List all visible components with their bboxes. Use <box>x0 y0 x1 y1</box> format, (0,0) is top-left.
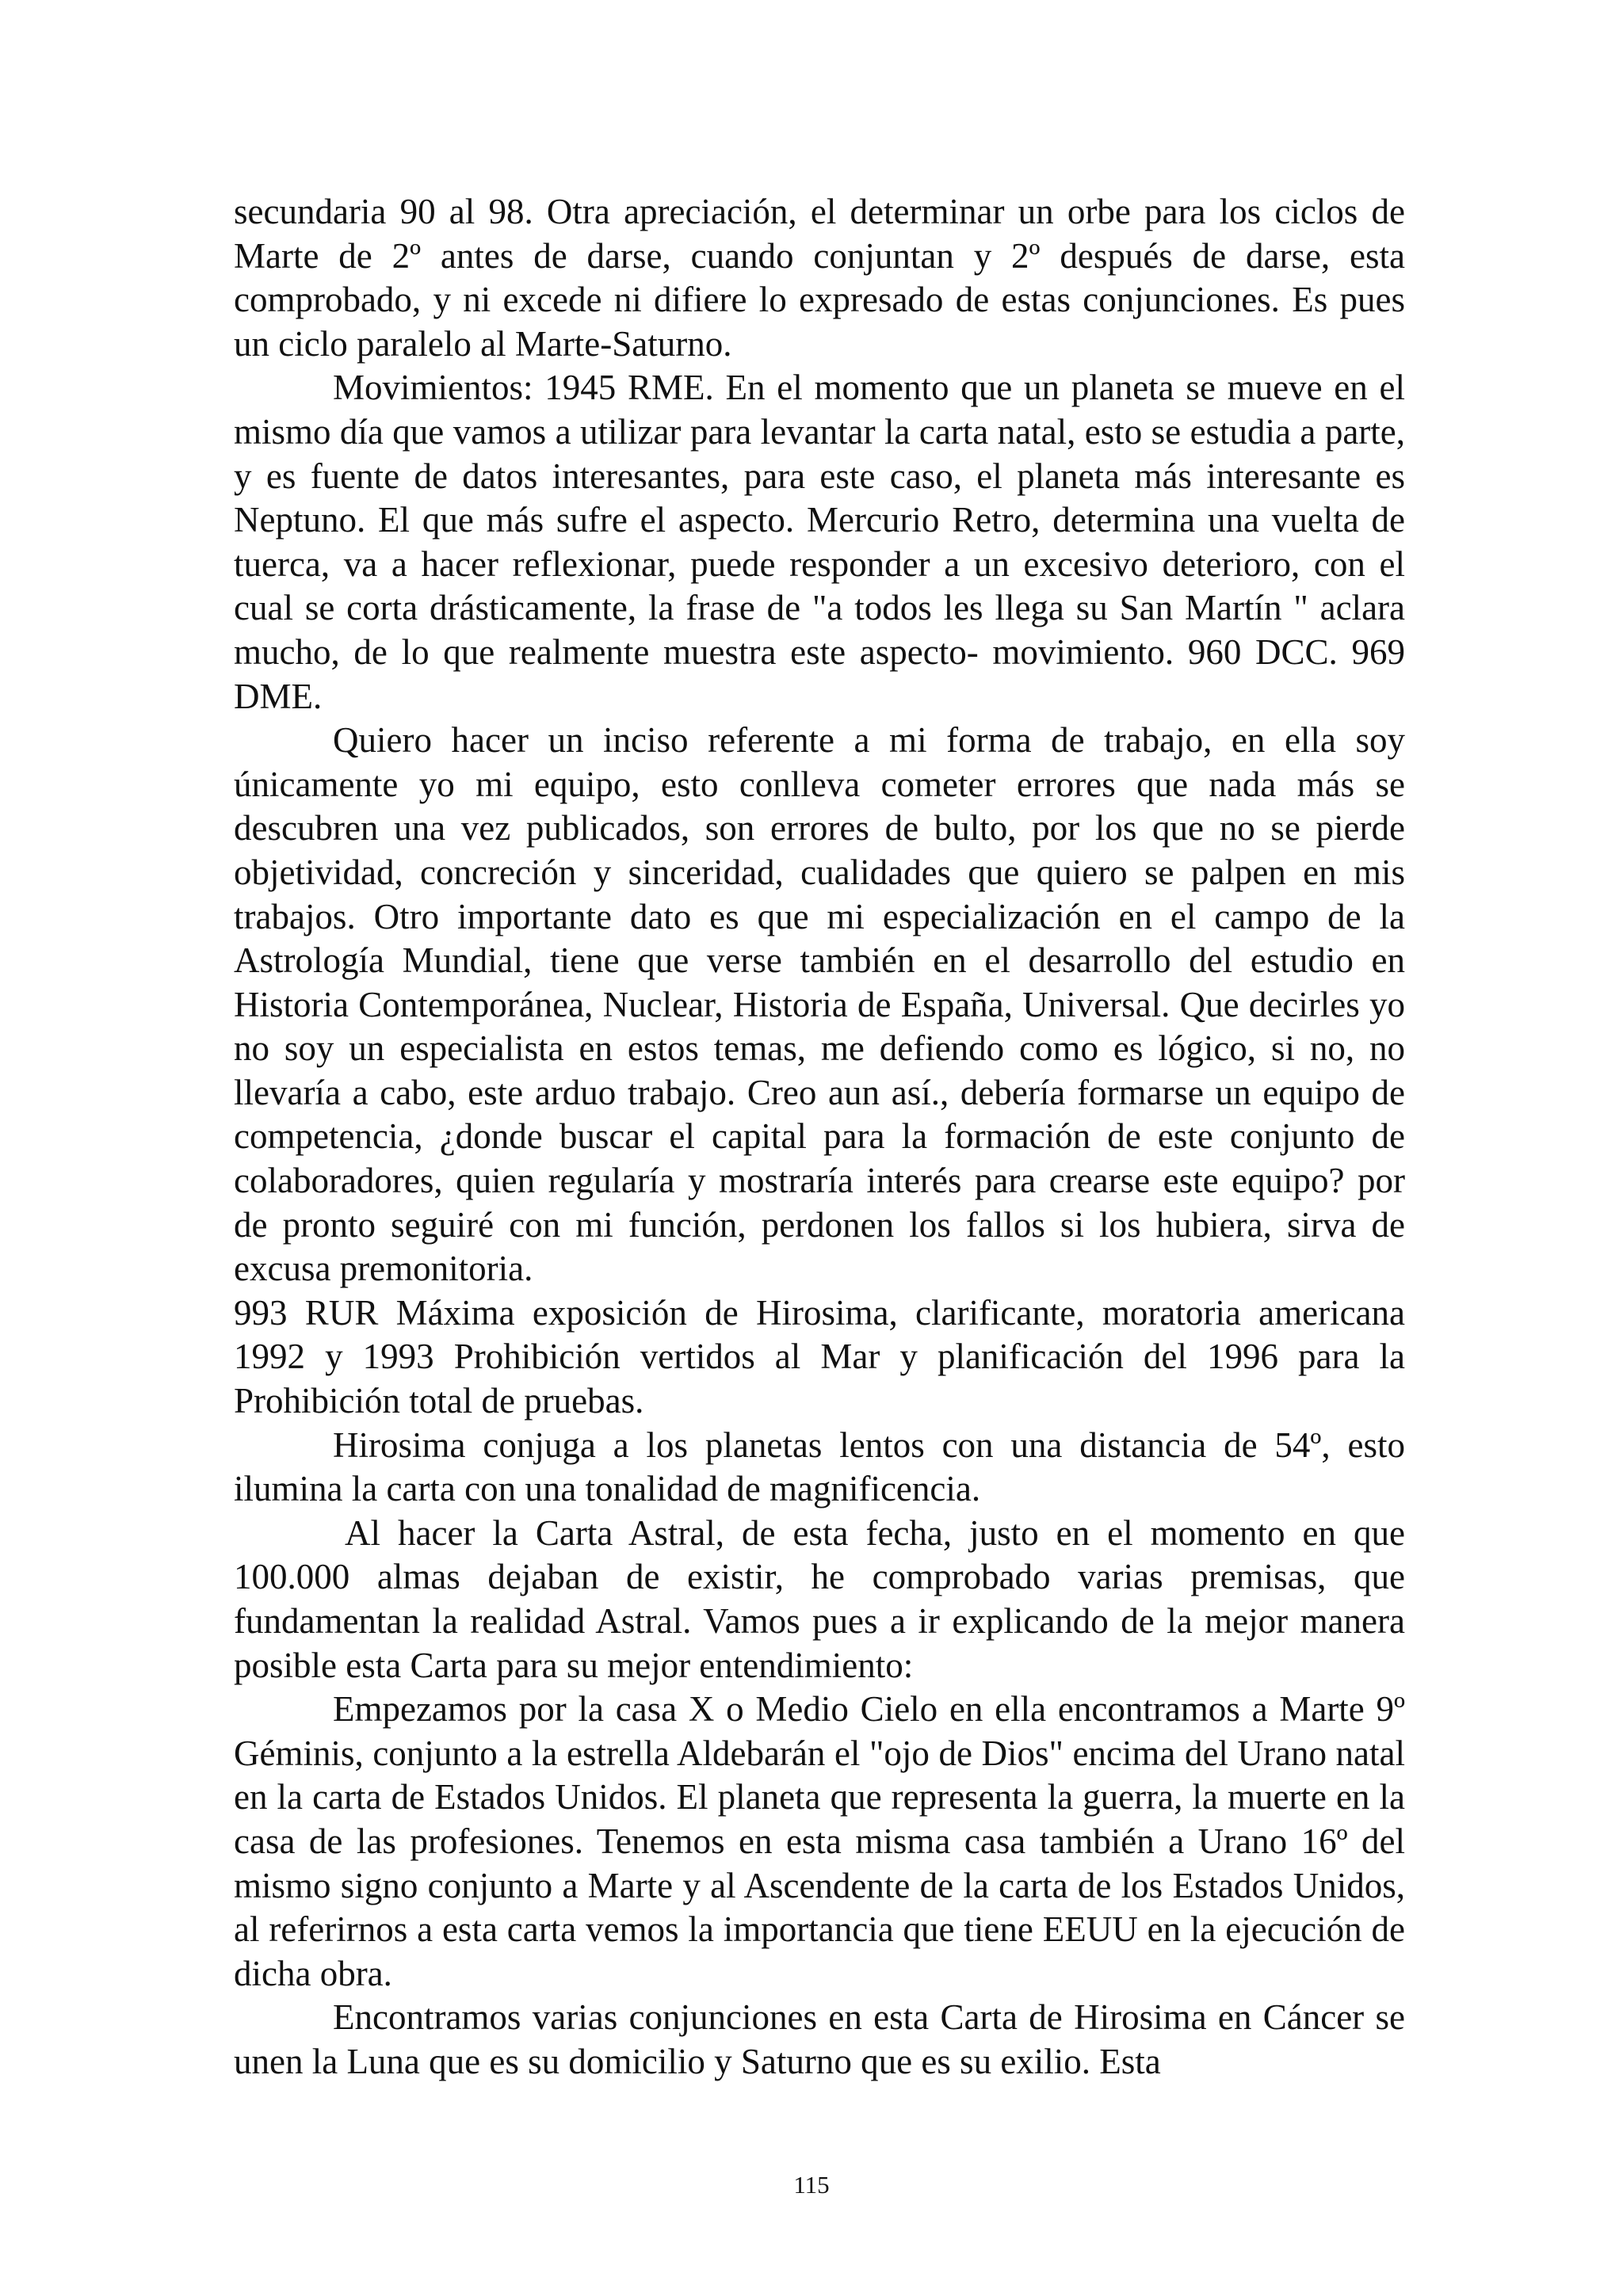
paragraph-8: Encontramos varias conjunciones en esta Carta de Hirosima en Cáncer se unen la Luna que es su domicilio y Saturno que es su exilio. Esta <box>234 1997 1405 2081</box>
page-number: 115 <box>793 2171 830 2199</box>
paragraph-4: 993 RUR Máxima exposición de Hirosima, clarificante, moratoria americana 1992 y 1993 Prohibición vertidos al Mar y planificación del 1996 para la Prohibición total de pruebas. <box>234 1292 1405 1421</box>
paragraph-7: Empezamos por la casa X o Medio Cielo en ella encontramos a Marte 9º Géminis, conjunto a la estrella Aldebarán el "ojo de Dios" encima del Urano natal en la carta de Estados Unidos. El planeta que representa la guerra, la muerte en la casa de las profesiones. Tenemos en esta misma casa también a Urano 16º del mismo signo conjunto a Marte y al Ascendente de la carta de los Estados Unidos, al referirnos a esta carta vemos la importancia que tiene EEUU en la ejecución de dicha obra. <box>234 1689 1405 1993</box>
paragraph-1: secundaria 90 al 98. Otra apreciación, el determinar un orbe para los ciclos de Marte de 2º antes de darse, cuando conjuntan y 2º después de darse, esta comprobado, y ni excede ni difiere lo expresado de estas conjunciones. Es pues un ciclo paralelo al Marte-Saturno. <box>234 192 1405 364</box>
paragraph-3: Quiero hacer un inciso referente a mi forma de trabajo, en ella soy únicamente yo mi equipo, esto conlleva cometer errores que nada más se descubren una vez publicados, son errores de bulto, por los que no se pierde objetividad, concreción y sinceridad, cualidades que quiero se palpen en mis trabajos. Otro importante dato es que mi especialización en el campo de la Astrología Mundial, tiene que verse también en el desarrollo del estudio en Historia Contemporánea, Nuclear, Historia de España, Universal. Que decirles yo no soy un especialista en estos temas, me defiendo como es lógico, si no, no llevaría a cabo, este arduo trabajo. Creo aun así., debería formarse un equipo de competencia, ¿donde buscar el capital para la formación de este conjunto de colaboradores, quien regularía y mostraría interés para crearse este equipo? por de pronto seguiré con mi función, perdonen los fallos si los hubiera, sirva de excusa premonitoria. <box>234 720 1405 1289</box>
paragraph-5: Hirosima conjuga a los planetas lentos con una distancia de 54º, esto ilumina la carta con una tonalidad de magnificencia. <box>234 1425 1405 1509</box>
paragraph-6: Al hacer la Carta Astral, de esta fecha, justo en el momento en que 100.000 almas dejaban de existir, he comprobado varias premisas, que fundamentan la realidad Astral. Vamos pues a ir explicando de la mejor manera posible esta Carta para su mejor entendimiento: <box>234 1512 1405 1685</box>
body-text <box>234 190 1405 2084</box>
paragraph-2: Movimientos: 1945 RME. En el momento que un planeta se mueve en el mismo día que vamos a utilizar para levantar la carta natal, esto se estudia a parte, y es fuente de datos interesantes, para este caso, el planeta más interesante es Neptuno. El que más sufre el aspecto. Mercurio Retro, determina una vuelta de tuerca, va a hacer reflexionar, puede responder a un excesivo deterioro, con el cual se corta drásticamente, la frase de "a todos les llega su San Martín " aclara mucho, de lo que realmente muestra este aspecto- movimiento. 960 DCC. 969 DME. <box>234 368 1405 716</box>
